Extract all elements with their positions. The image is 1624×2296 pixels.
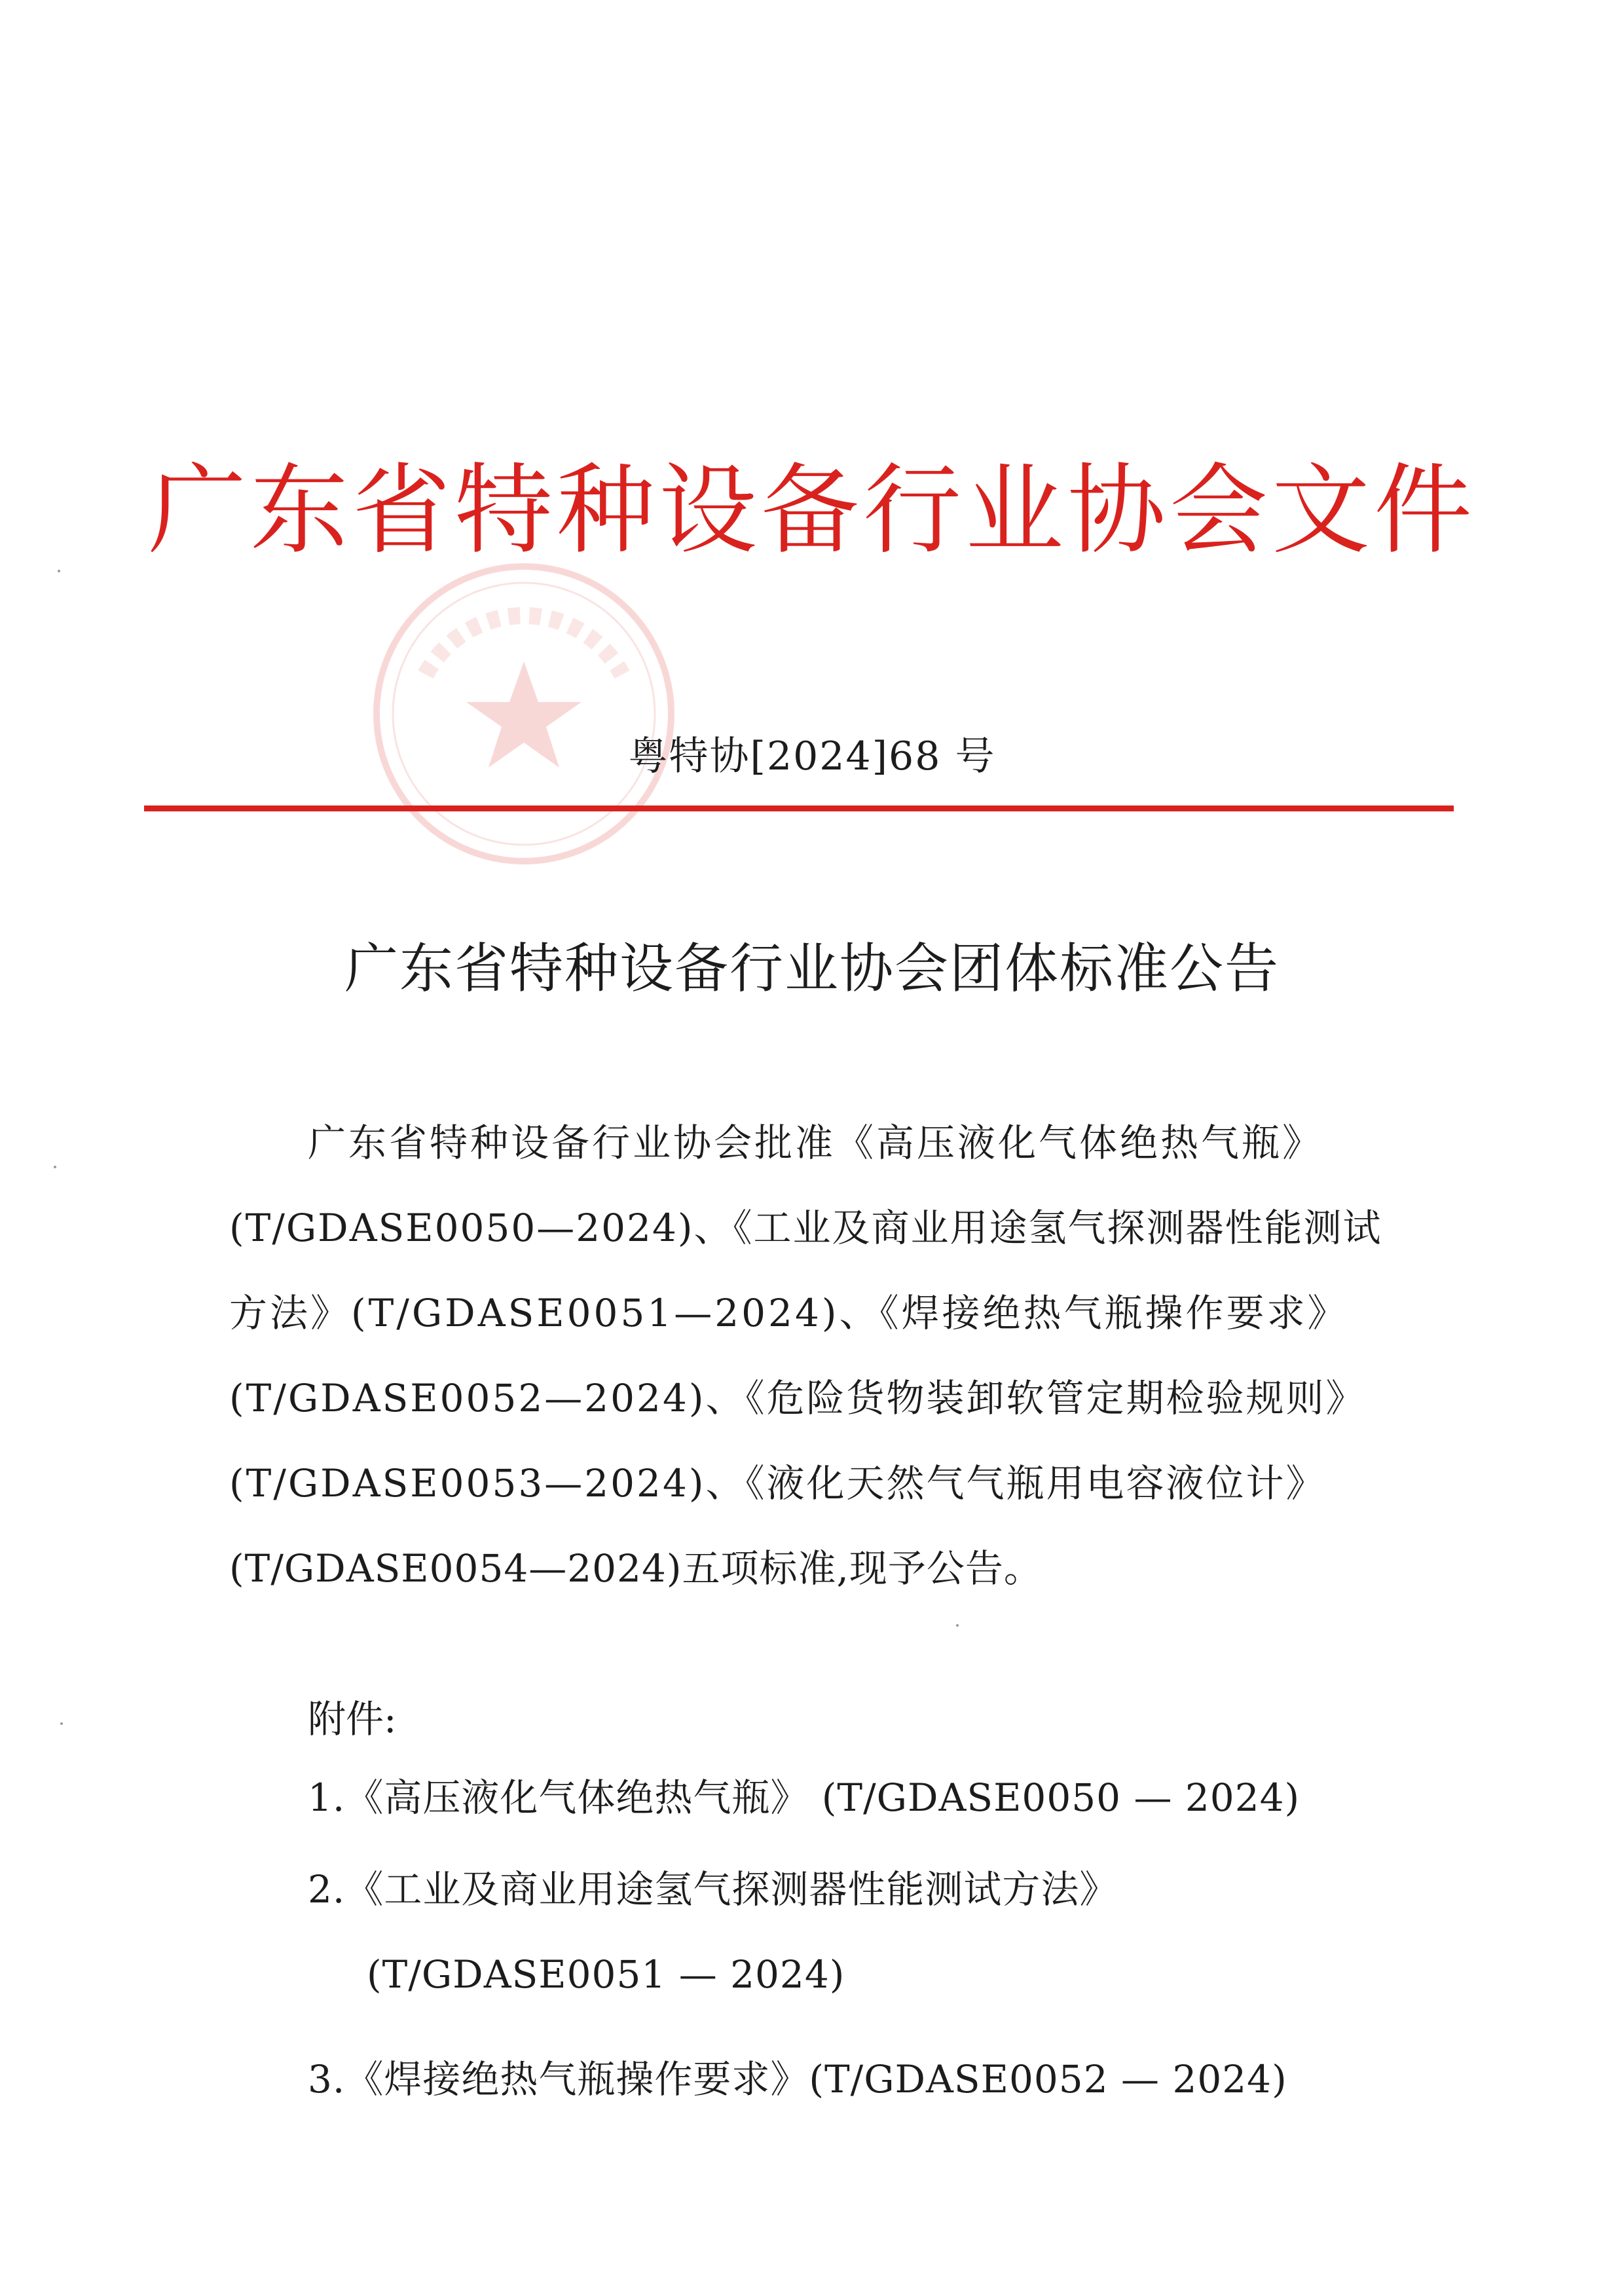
star-seal-icon <box>367 557 681 871</box>
attachment-item: 3.《焊接绝热气瓶操作要求》(T/GDASE0052 — 2024) <box>308 2057 1287 2102</box>
scan-speck <box>60 1722 63 1725</box>
body-line: (T/GDASE0050—2024)、《工业及商业用途氢气探测器性能测试 <box>229 1206 1382 1250</box>
notice-title: 广东省特种设备行业协会团体标准公告 <box>344 938 1280 1000</box>
scan-speck <box>54 1166 56 1168</box>
body-line: (T/GDASE0053—2024)、《液化天然气气瓶用电容液位计》 <box>229 1461 1326 1506</box>
document-number: 粤特协[2024]68 号 <box>628 733 996 779</box>
attachment-item-continuation: (T/GDASE0051 — 2024) <box>367 1952 845 1997</box>
attachment-item: 2.《工业及商业用途氢气探测器性能测试方法》 <box>308 1867 1118 1912</box>
body-line: 广东省特种设备行业协会批准《高压液化气体绝热气瓶》 <box>308 1120 1323 1165</box>
attachments-label: 附件: <box>308 1697 397 1741</box>
scan-speck <box>956 1624 959 1627</box>
letterhead-title: 广东省特种设备行业协会文件 <box>147 454 1476 568</box>
body-line: 方法》(T/GDASE0051—2024)、《焊接绝热气瓶操作要求》 <box>229 1291 1348 1335</box>
scan-speck <box>58 570 60 572</box>
body-line: (T/GDASE0052—2024)、《危险货物装卸软管定期检验规则》 <box>229 1376 1366 1420</box>
red-divider-rule <box>144 805 1454 811</box>
attachment-item: 1.《高压液化气体绝热气瓶》 (T/GDASE0050 — 2024) <box>308 1775 1301 1820</box>
body-line: (T/GDASE0054—2024)五项标准,现予公告。 <box>229 1546 1043 1591</box>
